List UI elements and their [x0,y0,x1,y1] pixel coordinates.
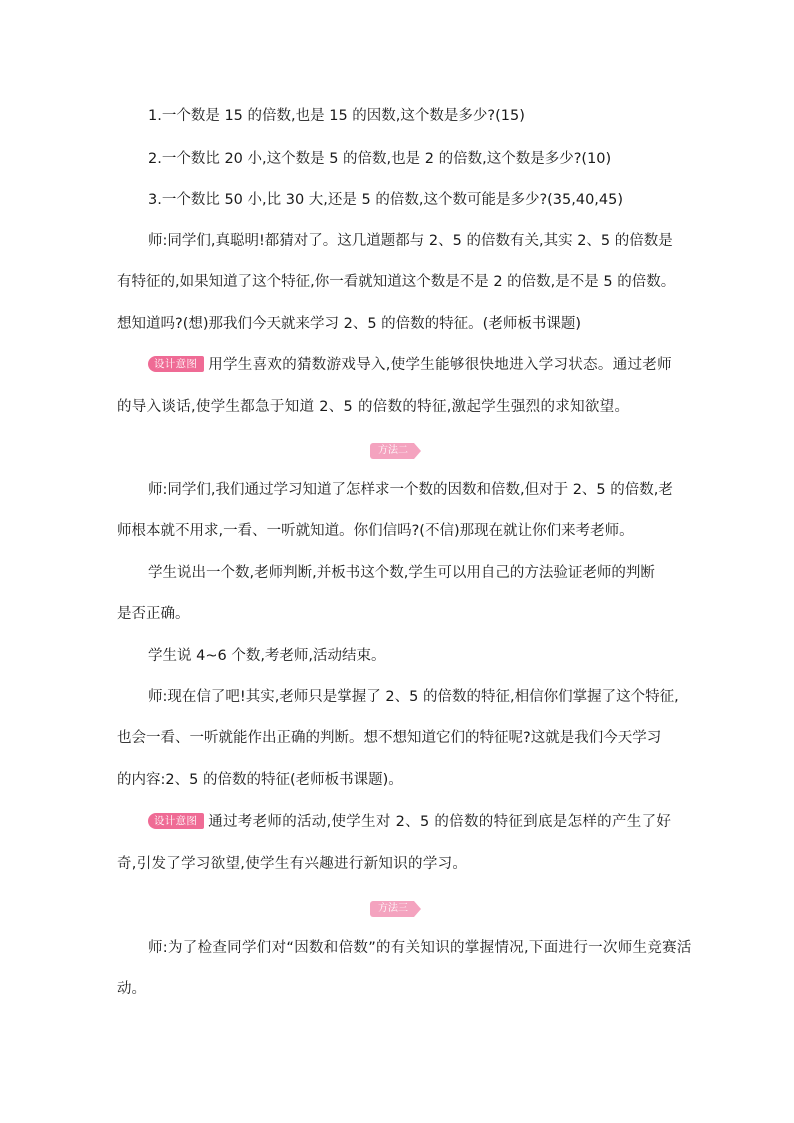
design-intent-tag: 设计意图 [148,813,204,829]
question-1: 1.一个数是 15 的倍数,也是 15 的因数,这个数是多少?(15) [148,108,525,124]
method-2-banner [370,443,420,459]
paragraph-line: 奇,引发了学习欲望,使学生有兴趣进行新知识的学习。 [117,856,468,872]
method-2-label: 方法二 [378,445,408,456]
paragraph-line: 是否正确。 [117,606,190,622]
design-intent-note [148,354,672,376]
paragraph-line: 师:为了检查同学们对“因数和倍数”的有关知识的掌握情况,下面进行一次师生竞赛活 [148,940,692,956]
design-intent-note [148,811,671,833]
paragraph-line: 师:同学们,真聪明!都猜对了。这几道题都与 2、5 的倍数有关,其实 2、5 的倍数是 [148,233,673,249]
paragraph-line: 的导入谈话,使学生都急于知道 2、5 的倍数的特征,激起学生强烈的求知欲望。 [117,399,630,415]
paragraph-line: 学生说 4~6 个数,考老师,活动结束。 [148,648,386,664]
paragraph-text: 通过考老师的活动,使学生对 2、5 的倍数的特征到底是怎样的产生了好 [208,814,672,830]
paragraph-line: 有特征的,如果知道了这个特征,你一看就知道这个数是不是 2 的倍数,是不是 5 的倍数。 [117,274,676,290]
paragraph-line: 学生说出一个数,老师判断,并板书这个数,学生可以用自己的方法验证老师的判断 [148,565,655,581]
paragraph-line: 师:现在信了吧!其实,老师只是掌握了 2、5 的倍数的特征,相信你们掌握了这个特征, [148,689,679,705]
paragraph-line: 想知道吗?(想)那我们今天就来学习 2、5 的倍数的特征。(老师板书课题) [117,316,581,332]
method-3-label: 方法三 [378,903,408,914]
paragraph-line: 师根本就不用求,一看、一听就知道。你们信吗?(不信)那现在就让你们来考老师。 [117,523,634,539]
question-3: 3.一个数比 50 小,比 30 大,还是 5 的倍数,这个数可能是多少?(35,40,45) [148,192,624,208]
question-2: 2.一个数比 20 小,这个数是 5 的倍数,也是 2 的倍数,这个数是多少?(10) [148,151,612,167]
method-3-banner [370,901,420,917]
paragraph-text: 用学生喜欢的猜数游戏导入,使学生能够很快地进入学习状态。通过老师 [208,357,672,373]
design-intent-tag: 设计意图 [148,356,204,372]
paragraph-line: 也会一看、一听就能作出正确的判断。想不想知道它们的特征呢?这就是我们今天学习 [117,730,662,746]
paragraph-line: 的内容:2、5 的倍数的特征(老师板书课题)。 [117,772,403,788]
paragraph-line: 动。 [117,981,146,997]
paragraph-line: 师:同学们,我们通过学习知道了怎样求一个数的因数和倍数,但对于 2、5 的倍数,老 [148,482,673,498]
